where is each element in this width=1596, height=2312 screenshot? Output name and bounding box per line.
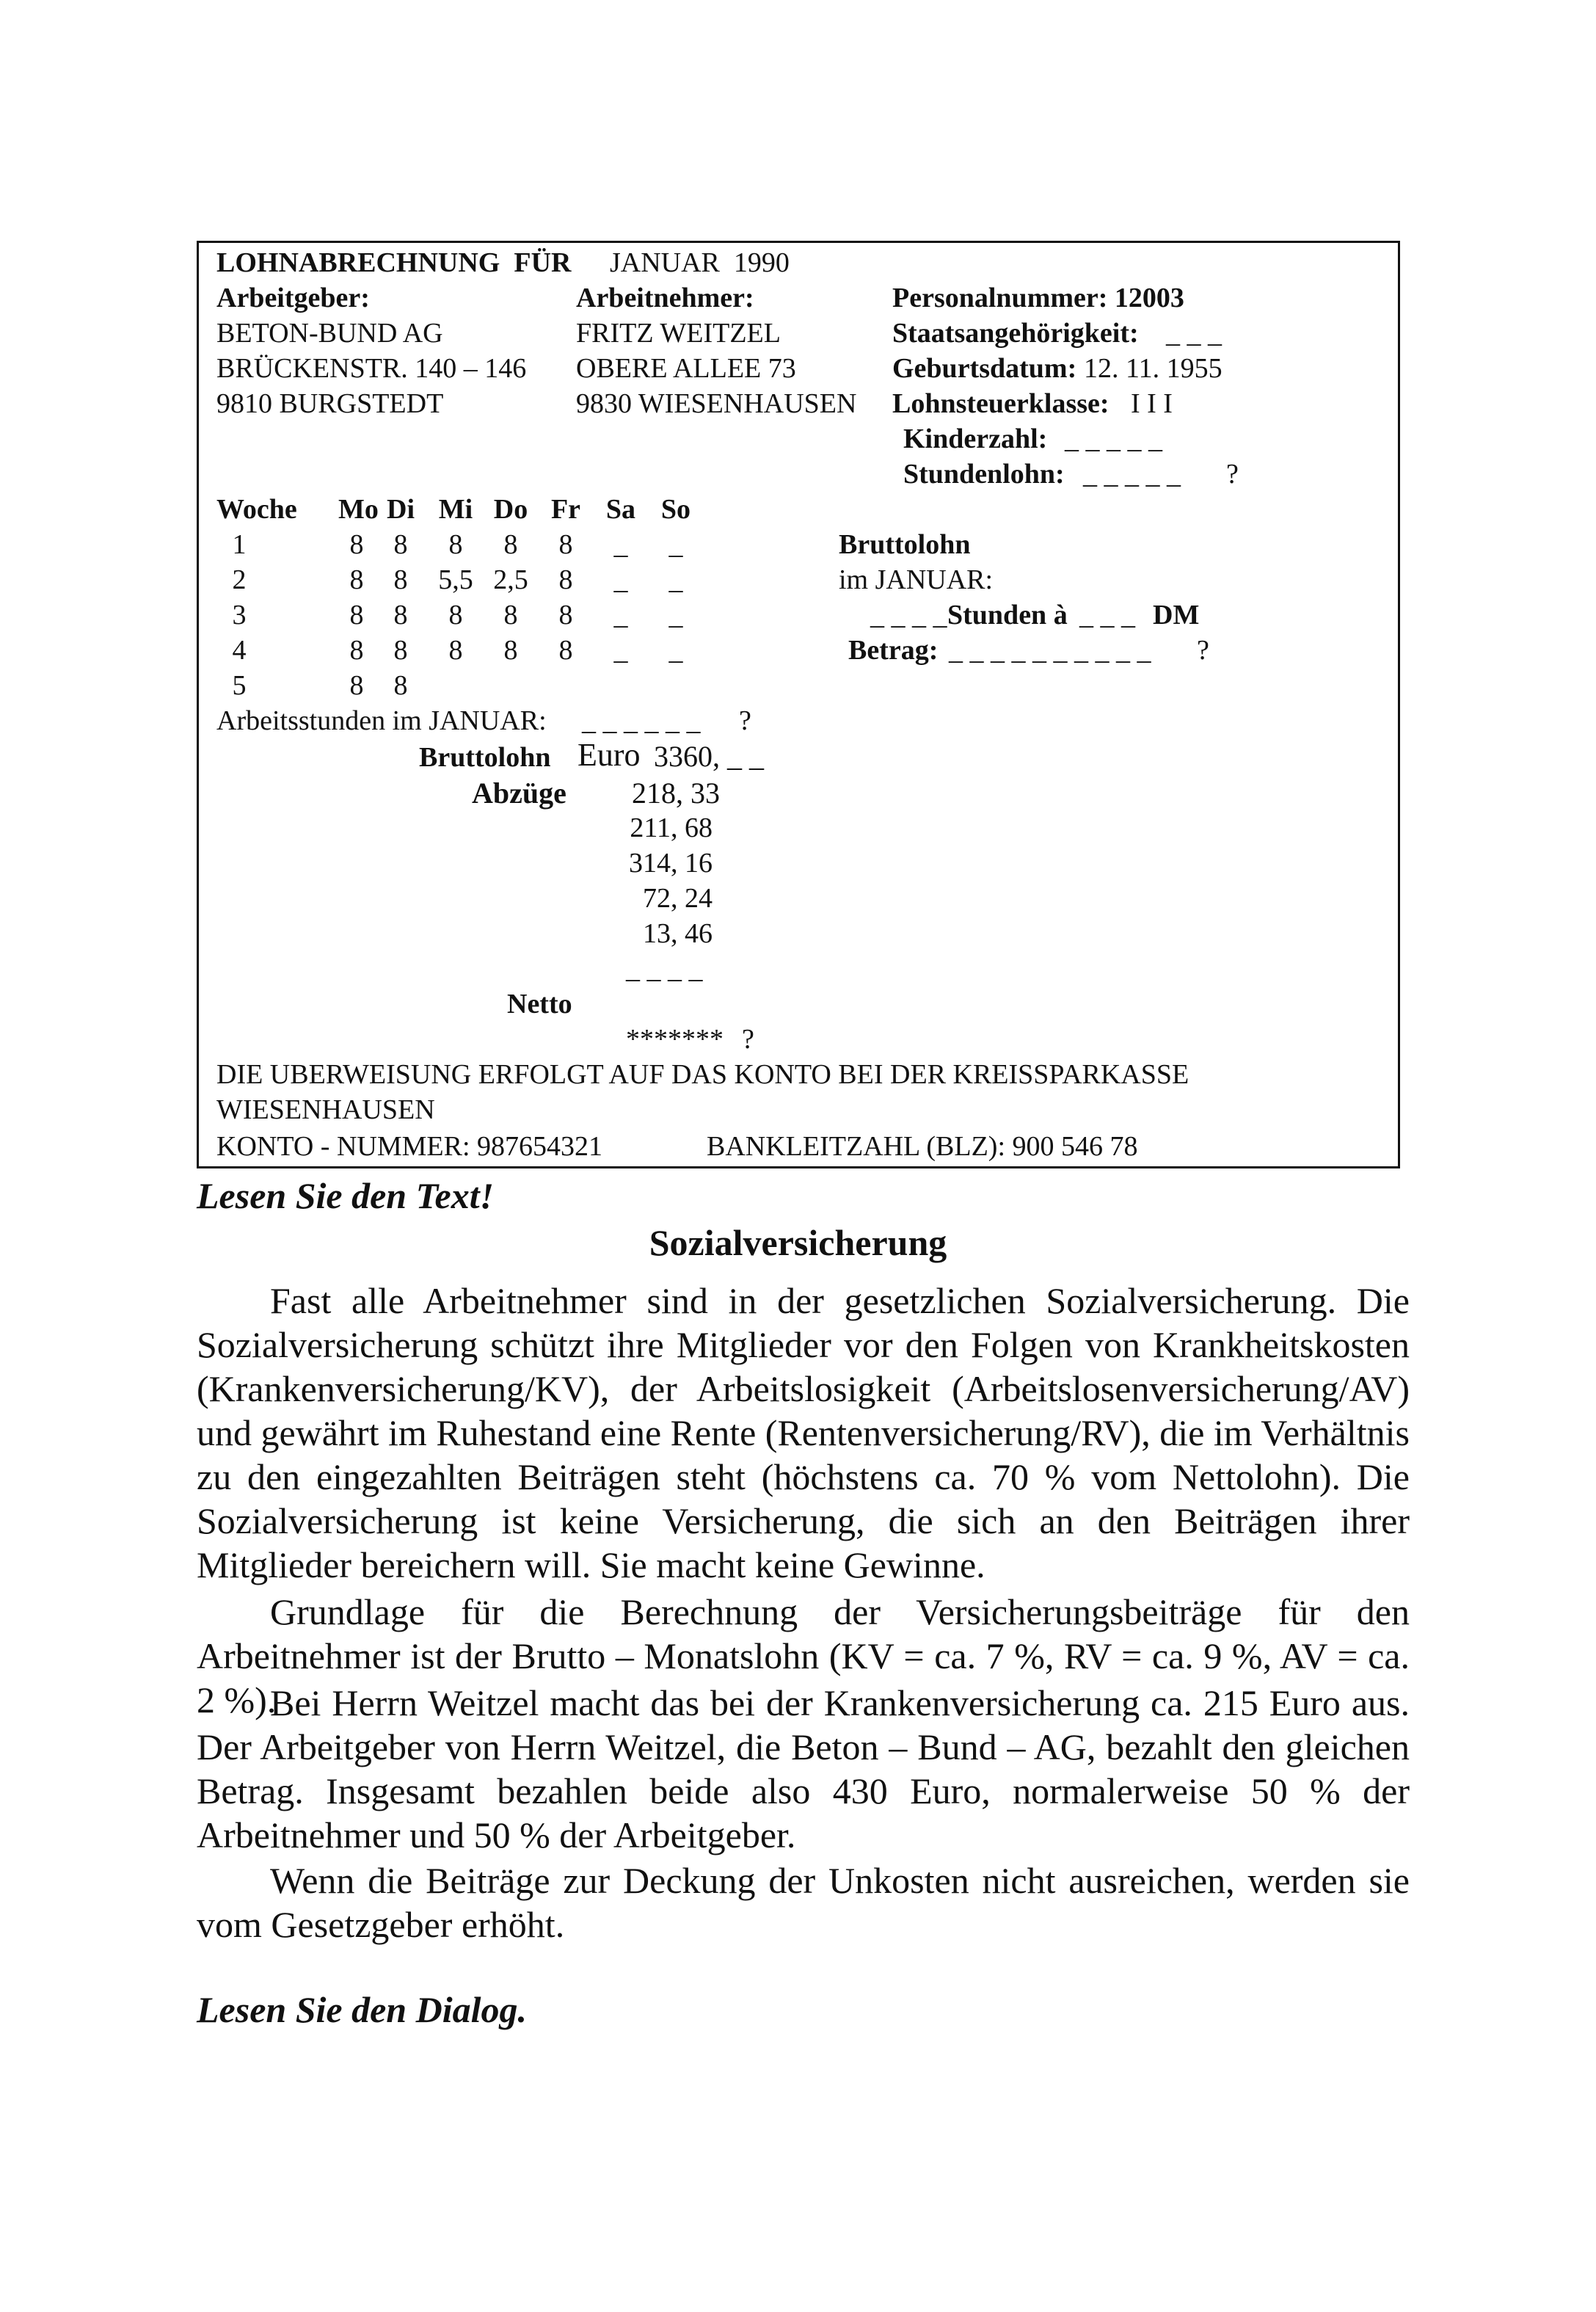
hours-cell: 8 xyxy=(558,529,573,560)
week-header-sa: Sa xyxy=(605,494,636,525)
hours-cell: _ xyxy=(668,529,683,560)
gross-summary-label: Bruttolohn xyxy=(419,742,551,773)
hours-cell: _ xyxy=(613,600,628,630)
hours-cell: 8 xyxy=(503,600,518,630)
hours-cell: 8 xyxy=(393,670,408,701)
gross-summary-currency: Euro xyxy=(577,737,641,773)
birthdate-label: Geburtsdatum: xyxy=(892,353,1077,384)
week-number: 2 xyxy=(232,564,247,595)
week-header-do: Do xyxy=(493,494,528,525)
week-header-fr: Fr xyxy=(550,494,581,525)
hourly-label: Stundenlohn: xyxy=(903,459,1065,490)
hours-cell: 8 xyxy=(393,529,408,560)
hours-cell: 8 xyxy=(558,564,573,595)
week-number: 4 xyxy=(232,635,247,666)
employer-label: Arbeitgeber: xyxy=(216,283,370,313)
hours-cell: 8 xyxy=(349,670,364,701)
hourly-question: ? xyxy=(1226,459,1239,490)
hours-cell: 8 xyxy=(448,529,463,560)
article-paragraph-4: Wenn die Beiträge zur Deckung der Unkosten nicht ausreichen, werden sie vom Gesetzgeber erhöht. xyxy=(197,1860,1410,1945)
week-header-di: Di xyxy=(387,494,415,525)
taxclass-value: I I I xyxy=(1131,388,1173,419)
employee-label: Arbeitnehmer: xyxy=(576,283,754,313)
gross-hours-label: Stunden à xyxy=(947,600,1068,630)
hours-cell: _ xyxy=(613,635,628,666)
gross-month: im JANUAR: xyxy=(839,564,994,595)
payslip-title: LOHNABRECHNUNG FÜR xyxy=(216,247,572,278)
amount-label: Betrag: xyxy=(848,635,939,666)
deduction-amount: 314, 16 xyxy=(629,848,713,879)
employer-name: BETON-BUND AG xyxy=(216,318,443,349)
hours-cell: _ xyxy=(668,600,683,630)
amount-question: ? xyxy=(1197,635,1209,666)
deduction-amount: 72, 24 xyxy=(643,883,713,914)
payslip-month: JANUAR 1990 xyxy=(610,247,790,278)
employee-name: FRITZ WEITZEL xyxy=(576,318,781,349)
week-header-so: So xyxy=(660,494,691,525)
bank-code: BANKLEITZAHL (BLZ): 900 546 78 xyxy=(707,1131,1138,1162)
hours-cell: _ xyxy=(613,529,628,560)
week-number: 1 xyxy=(232,529,247,560)
work-hours-label: Arbeitsstunden im JANUAR: xyxy=(216,705,547,736)
net-label: Netto xyxy=(507,989,572,1019)
reading-instruction: Lesen Sie den Text! xyxy=(197,1175,495,1216)
article-paragraph-3: Bei Herrn Weitzel macht das bei der Krankenversicherung ca. 215 Euro aus. Der Arbeitgeber von Herrn Weitzel, die Beton – Bund – AG, bezahlt den gleichen Betrag. Insgesamt bezahlen beide also 430 Euro, normalerweise 50 % der Arbeitnehmer und 50 % der Arbeitgeber. xyxy=(197,1682,1410,1855)
hours-cell: 8 xyxy=(349,635,364,666)
hours-cell: 8 xyxy=(393,600,408,630)
net-value: ******* xyxy=(626,1024,724,1055)
sum-line: _ _ _ _ xyxy=(626,953,703,984)
employee-city: 9830 WIESENHAUSEN xyxy=(576,388,857,419)
dialog-instruction: Lesen Sie den Dialog. xyxy=(197,1989,527,2030)
gross-currency: DM xyxy=(1153,600,1200,630)
employee-street: OBERE ALLEE 73 xyxy=(576,353,796,384)
article-paragraph-1: Fast alle Arbeitnehmer sind in der gesetzlichen Sozialversicherung. Die Sozialversicherung schützt ihre Mitglieder vor den Folgen von Krankheitskosten (Krankenversicherung/KV), der Arbeitslosigkeit (Arbeitslosenversicherung/AV) und gewährt im Ruhestand eine Rente (Rentenversicherung/RV), die im Verhältnis zu den eingezahlten Beiträgen steht (höchstens ca. 70 % vom Nettolohn). Die Sozialversicherung ist keine Versicherung, die sich an den Beiträgen ihrer Mitglieder bereichern will. Sie macht keine Gewinne. xyxy=(197,1280,1410,1585)
personal-number: Personalnummer: 12003 xyxy=(892,283,1184,313)
gross-summary-value: 3360, _ _ xyxy=(654,740,764,773)
hours-cell: _ xyxy=(613,564,628,595)
birthdate-value: 12. 11. 1955 xyxy=(1084,353,1222,384)
work-hours-question: ? xyxy=(739,705,751,736)
account-number: KONTO - NUMMER: 987654321 xyxy=(216,1131,603,1162)
employer-city: 9810 BURGSTEDT xyxy=(216,388,444,419)
nationality-value: _ _ _ xyxy=(1166,318,1222,349)
hours-cell: 8 xyxy=(349,600,364,630)
article-title: Sozialversicherung xyxy=(649,1222,947,1263)
week-header-mi: Mi xyxy=(438,494,473,525)
week-header-woche: Woche xyxy=(216,494,297,525)
week-number: 3 xyxy=(232,600,247,630)
children-label: Kinderzahl: xyxy=(903,423,1048,454)
hours-cell: 8 xyxy=(393,564,408,595)
nationality-label: Staatsangehörigkeit: xyxy=(892,318,1139,349)
employer-street: BRÜCKENSTR. 140 – 146 xyxy=(216,353,527,384)
net-question: ? xyxy=(742,1024,754,1055)
amount-blank: _ _ _ _ _ _ _ _ _ _ xyxy=(949,635,1151,666)
hours-cell: 8 xyxy=(448,600,463,630)
deduction-amount: 211, 68 xyxy=(630,813,713,843)
deduction-amount: 13, 46 xyxy=(643,918,713,949)
hours-cell: 8 xyxy=(393,635,408,666)
gross-hours-blank: _ _ _ _ xyxy=(870,600,947,630)
hours-cell: 8 xyxy=(503,529,518,560)
transfer-line-2: WIESENHAUSEN xyxy=(216,1094,435,1125)
hours-cell: 8 xyxy=(349,529,364,560)
hours-cell: 8 xyxy=(503,635,518,666)
taxclass-label: Lohnsteuerklasse: xyxy=(892,388,1109,419)
week-header-mo: Mo xyxy=(338,494,379,525)
hours-cell: 8 xyxy=(349,564,364,595)
transfer-line-1: DIE UBERWEISUNG ERFOLGT AUF DAS KONTO BEI DER KREISSPARKASSE xyxy=(216,1059,1189,1090)
hours-cell: _ xyxy=(668,635,683,666)
gross-label: Bruttolohn xyxy=(839,529,971,560)
hours-cell: 5,5 xyxy=(438,564,473,595)
children-value: _ _ _ _ _ xyxy=(1065,423,1162,454)
payslip-box xyxy=(197,241,1400,1168)
week-number: 5 xyxy=(232,670,247,701)
hours-cell: 8 xyxy=(558,600,573,630)
deductions-label: Abzüge xyxy=(472,777,566,810)
hours-cell: 8 xyxy=(558,635,573,666)
article-paragraph-2: Grundlage für die Berechnung der Versicherungsbeiträge für den Arbeitnehmer ist der Brutto – Monatslohn (KV = ca. 7 %, RV = ca. 9 %, AV = ca. 2 %). xyxy=(197,1591,1410,1720)
hours-cell: _ xyxy=(668,564,683,595)
hourly-value: _ _ _ _ _ xyxy=(1083,459,1181,490)
work-hours-blank: _ _ _ _ _ _ xyxy=(582,705,701,736)
hours-cell: 8 xyxy=(448,635,463,666)
deduction-amount: 218, 33 xyxy=(632,777,720,810)
hours-cell: 2,5 xyxy=(493,564,528,595)
gross-rate-blank: _ _ _ xyxy=(1079,600,1135,630)
